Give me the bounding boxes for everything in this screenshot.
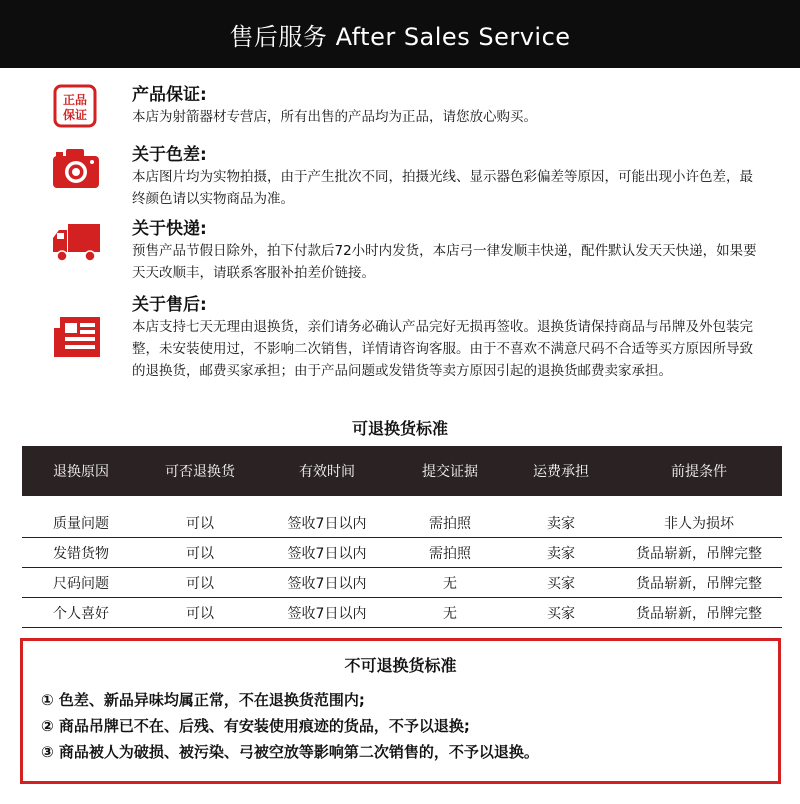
table-row: [22, 538, 782, 568]
section-title: 关于色差:: [132, 145, 207, 165]
table-header-cell: 运费承担: [533, 464, 589, 480]
section-title: 关于快递:: [132, 219, 207, 239]
table-cell: 货品崭新，吊牌完整: [636, 545, 762, 562]
table-cell: 签收7日以内: [287, 575, 367, 592]
return-table-title: 可退换货标准: [351, 419, 448, 438]
table-header-cell: 可否退换货: [165, 464, 235, 480]
table-cell: 无: [443, 605, 457, 622]
header-bar: [0, 0, 800, 68]
table-cell: 签收7日以内: [287, 545, 367, 562]
camera-icon: [50, 144, 104, 192]
section-title: 产品保证:: [132, 85, 207, 105]
table-cell: 买家: [547, 575, 575, 592]
section-product-guarantee: [50, 84, 770, 134]
table-cell: 可以: [186, 515, 214, 532]
svg-text:正品: 正品: [62, 93, 88, 107]
table-row: [22, 598, 782, 628]
section-color-difference: [50, 144, 770, 207]
return-standards-table: [22, 446, 782, 628]
table-header-cell: 前提条件: [671, 464, 727, 480]
table-row: [22, 508, 782, 538]
table-cell: 签收7日以内: [287, 515, 367, 532]
table-cell: 卖家: [547, 545, 575, 562]
table-cell: 可以: [186, 575, 214, 592]
section-delivery: [50, 218, 770, 281]
page-title: 售后服务 After Sales Service: [229, 22, 571, 51]
section-after-sales: [50, 294, 770, 394]
document-icon: [50, 314, 104, 362]
table-cell: 需拍照: [429, 545, 471, 562]
section-body: 本店图片均为实物拍摄，由于产生批次不同，拍摄光线、显示器色彩偏差等原因，可能出现小许色差，最终颜色请以实物商品为准。: [132, 169, 753, 207]
table-row: [22, 568, 782, 598]
non-returnable-item: ① 色差、新品异味均属正常，不在退换货范围内;: [41, 691, 365, 709]
table-cell: 需拍照: [429, 515, 471, 532]
section-body: 本店为射箭器材专营店，所有出售的产品均为正品，请您放心购买。: [132, 109, 537, 125]
table-header-cell: 有效时间: [299, 464, 355, 480]
table-cell: 发错货物: [53, 545, 109, 562]
non-returnable-item: ② 商品吊牌已不在、后残、有安装使用痕迹的货品，不予以退换;: [41, 717, 470, 735]
table-cell: 货品崭新，吊牌完整: [636, 605, 762, 622]
table-cell: 货品崭新，吊牌完整: [636, 575, 762, 592]
table-cell: 质量问题: [53, 515, 109, 532]
svg-text:保证: 保证: [62, 108, 88, 122]
table-cell: 尺码问题: [53, 575, 109, 592]
table-cell: 无: [443, 575, 457, 592]
table-cell: 个人喜好: [53, 605, 109, 622]
non-returnable-item: ③ 商品被人为破损、被污染、弓被空放等影响第二次销售的，不予以退换。: [41, 743, 539, 761]
table-cell: 可以: [186, 545, 214, 562]
delivery-truck-icon: [50, 218, 104, 266]
non-returnable-box: [20, 638, 781, 784]
table-cell: 买家: [547, 605, 575, 622]
table-cell: 签收7日以内: [287, 605, 367, 622]
table-header-cell: 退换原因: [53, 464, 109, 480]
table-cell: 非人为损坏: [664, 515, 734, 532]
table-header-cell: 提交证据: [422, 464, 478, 480]
section-body: 本店支持七天无理由退换货，亲们请务必确认产品完好无损再签收。退换货请保持商品与吊牌及外包装完整，未安装使用过，不影响二次销售，详情请咨询客服。由于不喜欢不满意尺码不合适等买方原因所导致的退换货，邮费买家承担；由于产品问题或发错货等卖方原因引起的退换货邮费卖家承担。: [132, 319, 753, 379]
section-body: 预售产品节假日除外，拍下付款后72小时内发货，本店弓一律发顺丰快递，配件默认发天天快递，如果要天天改顺丰，请联系客服补拍差价链接。: [132, 243, 757, 281]
non-returnable-title: 不可退换货标准: [344, 656, 457, 675]
table-cell: 卖家: [547, 515, 575, 532]
section-title: 关于售后:: [132, 295, 207, 315]
authentic-stamp-icon: [50, 84, 104, 132]
table-cell: 可以: [186, 605, 214, 622]
table-header-row: [22, 446, 782, 496]
